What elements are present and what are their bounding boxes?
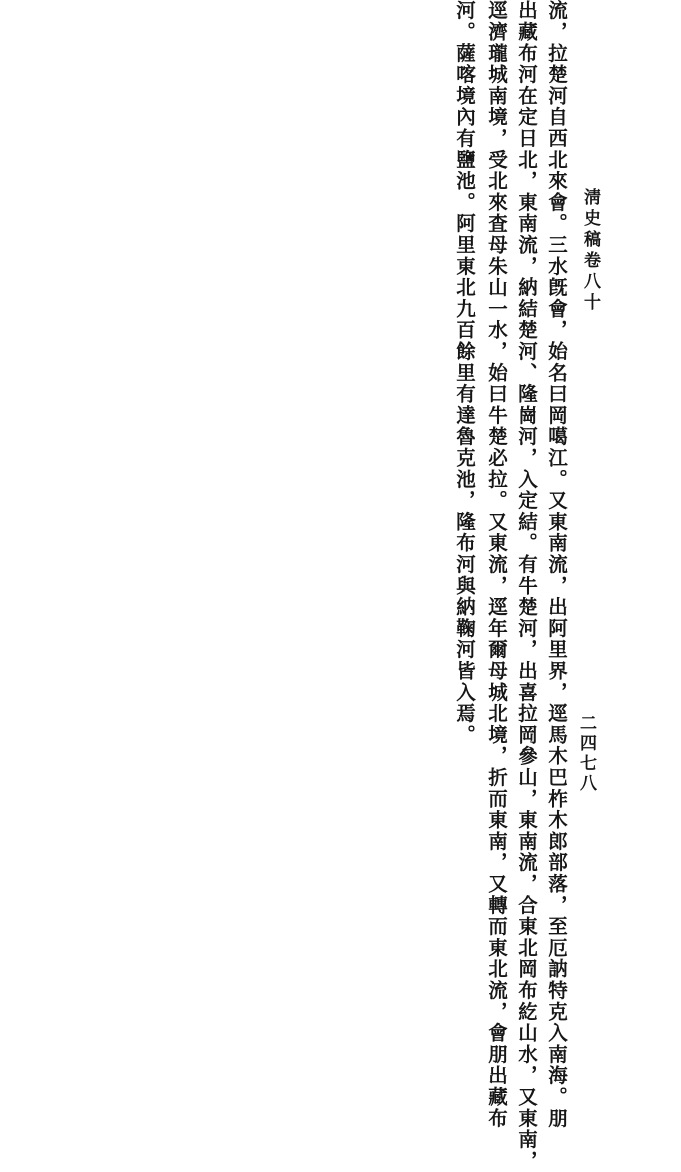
page-number: 二四七八 <box>576 714 596 794</box>
text-column: 河。薩喀境內有鹽池。阿里東北九百餘里有達魯克池，隆布河與納鞠河皆入焉。 <box>453 0 476 746</box>
running-head: 淸史稿卷八十 <box>580 188 600 314</box>
text-column: 流，拉楚河自西北來會。三水旣會，始名曰岡噶江。又東南流，出阿里界，逕馬木巴柞木郎部落，至厄訥特克入南海。朋 <box>545 0 568 1129</box>
text-column: 出藏布河在定日北，東南流，納結楚河、隆崗河，入定結。有牛楚河，出喜拉岡參山，東南流，合東北岡布紇山水，又東南， <box>515 0 538 1172</box>
text-column: 逕濟瓏城南境，受北來査母朱山一水，始曰牛楚必拉。又東流，逕年爾母城北境，折而東南，又轉而東北流，會朋出藏布 <box>485 0 508 1129</box>
